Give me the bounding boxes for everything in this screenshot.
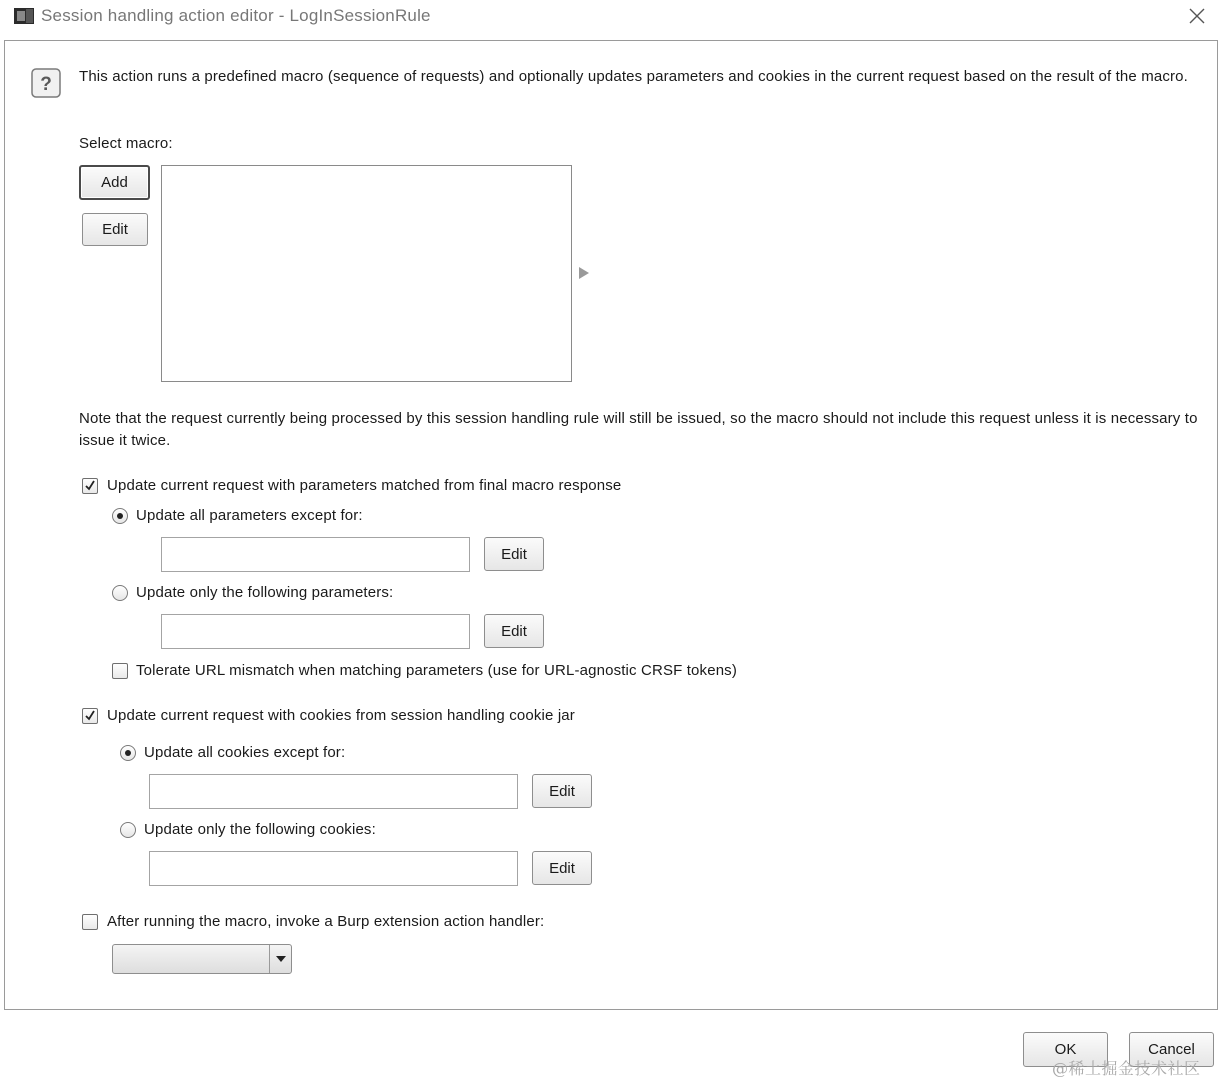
update-params-checkbox[interactable] xyxy=(82,478,98,494)
params-only-following-edit-button[interactable]: Edit xyxy=(484,614,544,648)
title-bar xyxy=(0,0,1220,32)
select-macro-label: Select macro: xyxy=(79,135,173,152)
checkmark-icon xyxy=(83,709,97,723)
cookies-only-following-input[interactable] xyxy=(149,851,518,886)
tolerate-url-mismatch-checkbox[interactable] xyxy=(112,663,128,679)
help-icon[interactable] xyxy=(31,68,61,98)
invoke-extension-label: After running the macro, invoke a Burp extension action handler: xyxy=(107,913,545,930)
action-editor-panel xyxy=(4,40,1218,1010)
cookies-all-except-edit-button[interactable]: Edit xyxy=(532,774,592,808)
params-all-except-label: Update all parameters except for: xyxy=(136,507,363,524)
burp-app-icon xyxy=(13,6,35,26)
expand-arrow-icon[interactable] xyxy=(577,265,591,281)
dropdown-arrow[interactable] xyxy=(269,945,291,973)
ok-button[interactable]: OK xyxy=(1023,1032,1108,1067)
cookies-all-except-label: Update all cookies except for: xyxy=(144,744,346,761)
params-all-except-input[interactable] xyxy=(161,537,470,572)
radio-selected-dot xyxy=(125,750,131,756)
cancel-button[interactable]: Cancel xyxy=(1129,1032,1214,1067)
params-all-except-radio[interactable] xyxy=(112,508,128,524)
radio-selected-dot xyxy=(117,513,123,519)
macro-list[interactable] xyxy=(161,165,572,382)
close-button[interactable] xyxy=(1180,2,1214,30)
close-icon xyxy=(1188,7,1206,25)
extension-handler-dropdown[interactable] xyxy=(112,944,292,974)
window-title: Session handling action editor - LogInSessionRule xyxy=(41,6,431,25)
params-only-following-label: Update only the following parameters: xyxy=(136,584,394,601)
edit-macro-button[interactable]: Edit xyxy=(82,213,148,246)
update-params-label: Update current request with parameters matched from final macro response xyxy=(107,477,622,494)
chevron-down-icon xyxy=(276,955,286,963)
params-all-except-edit-button[interactable]: Edit xyxy=(484,537,544,571)
tolerate-url-mismatch-label: Tolerate URL mismatch when matching parameters (use for URL-agnostic CRSF tokens) xyxy=(136,662,737,679)
note-text: Note that the request currently being processed by this session handling rule will still be issued, so the macro should not include this request unless it is necessary to issue it twice. xyxy=(79,410,1198,449)
params-only-following-input[interactable] xyxy=(161,614,470,649)
description-text: This action runs a predefined macro (sequence of requests) and optionally updates parameters and cookies in the current request based on the result of the macro. xyxy=(79,68,1188,85)
invoke-extension-checkbox[interactable] xyxy=(82,914,98,930)
svg-text:?: ? xyxy=(40,74,52,95)
checkmark-icon xyxy=(83,479,97,493)
cookies-only-following-label: Update only the following cookies: xyxy=(144,821,376,838)
cookies-all-except-input[interactable] xyxy=(149,774,518,809)
update-cookies-checkbox[interactable] xyxy=(82,708,98,724)
update-cookies-label: Update current request with cookies from session handling cookie jar xyxy=(107,707,575,724)
cookies-only-following-radio[interactable] xyxy=(120,822,136,838)
cookies-only-following-edit-button[interactable]: Edit xyxy=(532,851,592,885)
cookies-all-except-radio[interactable] xyxy=(120,745,136,761)
params-only-following-radio[interactable] xyxy=(112,585,128,601)
add-macro-button[interactable]: Add xyxy=(79,165,150,200)
watermark: @稀土掘金技术社区 xyxy=(1052,1059,1201,1078)
